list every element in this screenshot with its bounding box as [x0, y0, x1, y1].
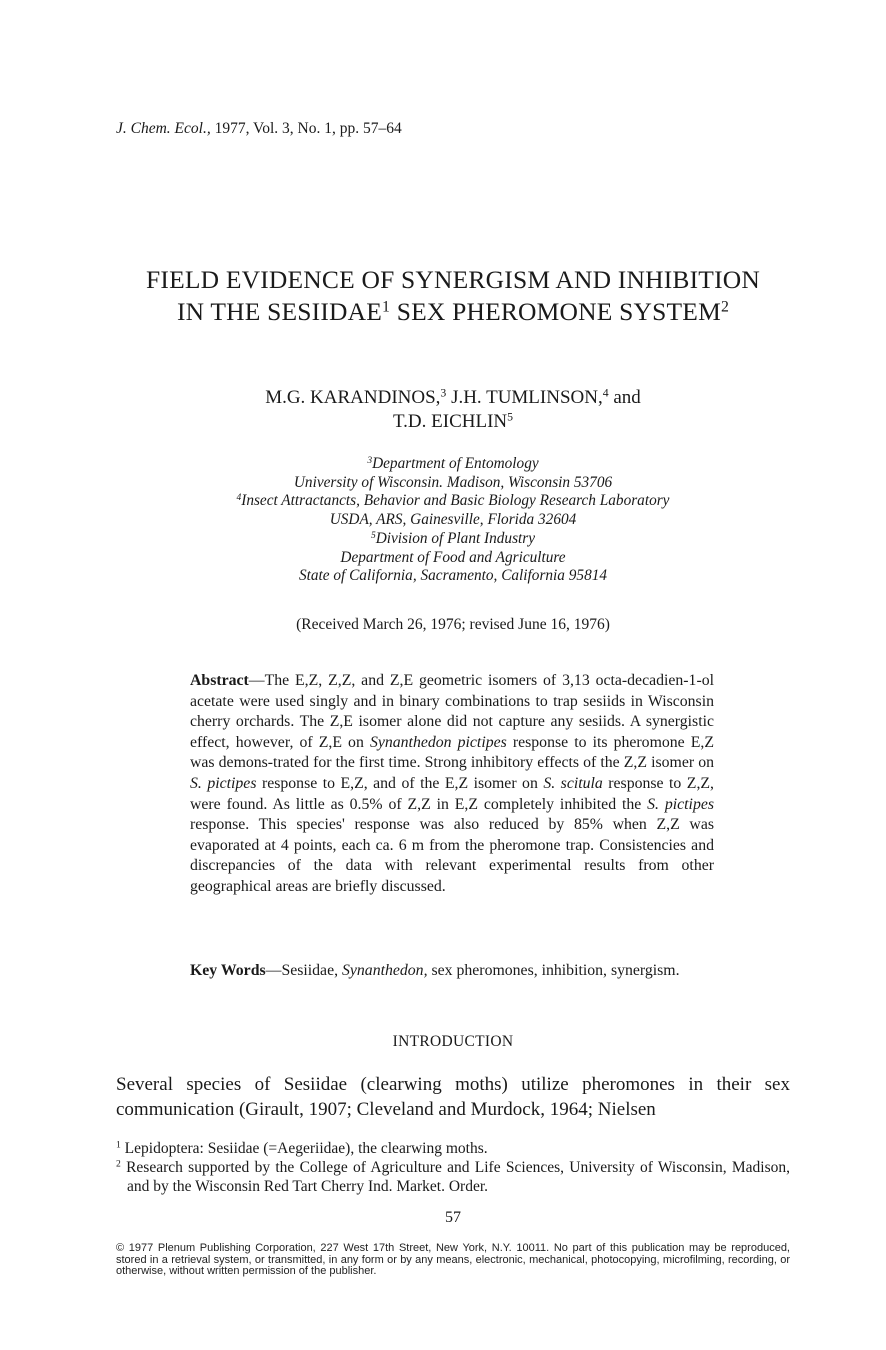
abstract-species-4: S. pictipes	[647, 795, 714, 813]
abstract-species-2: S. pictipes	[190, 774, 257, 792]
affiliation-3-line-2: University of Wisconsin. Madison, Wisconsin 53706	[293, 473, 613, 491]
authors-and: and	[608, 387, 641, 408]
received-dates: (Received March 26, 1976; revised June 16, 1976)	[296, 616, 610, 633]
affiliations	[60, 455, 846, 586]
abstract-text-3: response to E,Z, and of the E,Z isomer on	[256, 774, 544, 792]
footnote-1	[116, 1139, 790, 1158]
footnote-1-marker: 1	[116, 1139, 121, 1151]
abstract-text-2: response to its pheromone E,Z was demons-trated for the first time. Strong inhibitory effects of the Z,Z isomer on	[190, 733, 715, 772]
author-karandinos: M.G. KARANDINOS,	[265, 387, 441, 408]
footnote-2-text: Research supported by the College of Agriculture and Life Sciences, University of Wisconsin, Madison, and by the Wisconsin Red Tart Cherry Ind. Market. Order.	[120, 1159, 790, 1195]
key-words-text-2: sex pheromones, inhibition, synergism.	[427, 962, 680, 979]
author-ref-4: 4	[602, 386, 609, 400]
intro-paragraph: Several species of Sesiidae (clearwing moths) utilize pheromones in their sex communication (Girault, 1907; Cleveland and Murdock, 1964; Nielsen	[116, 1074, 790, 1120]
title-part-b: SEX PHEROMONE SYSTEM	[390, 297, 721, 326]
footnotes	[116, 1139, 790, 1196]
affiliation-5-line-3: State of California, Sacramento, California 95814	[298, 567, 608, 585]
title-line-2	[60, 296, 846, 328]
authors-line-1	[60, 386, 846, 410]
affiliation-5-line-1	[60, 530, 846, 549]
abstract-species-3: S. scitula	[543, 774, 603, 792]
section-heading-introduction: INTRODUCTION	[392, 1033, 514, 1050]
key-words-genus: Synanthedon,	[341, 962, 428, 979]
footnote-2-marker: 2	[116, 1158, 121, 1170]
key-words-label: Key Words	[190, 962, 266, 979]
title-line-1: FIELD EVIDENCE OF SYNERGISM AND INHIBITION	[146, 265, 760, 294]
affil-ref-5: 5	[370, 530, 376, 541]
affil-4-lab: Insect Attractancts, Behavior and Basic Biology Research Laboratory	[241, 492, 670, 510]
journal-citation	[116, 120, 402, 138]
abstract-text-5: response. This species' response was also reduced by 85% when Z,Z was evaporated at 4 points, each ca. 6 m from the pheromone trap. Consistencies and discrepancies of the data with relevant experimental results from other geographical areas are briefly discussed.	[190, 816, 714, 895]
authors-line-2	[60, 410, 846, 434]
author-tumlinson: J.H. TUMLINSON,	[446, 387, 603, 408]
affil-ref-3: 3	[367, 455, 373, 466]
affiliation-5-line-2: Department of Food and Agriculture	[340, 548, 566, 566]
title-footnote-ref-2: 2	[720, 298, 730, 316]
authors	[60, 386, 846, 434]
abstract-species-1: Synanthedon pictipes	[369, 733, 507, 751]
title-part-a: IN THE SESIIDAE	[176, 297, 383, 326]
copyright-notice: © 1977 Plenum Publishing Corporation, 227 West 17th Street, New York, N.Y. 10011. No part of this publication may be reproduced, stored in a retrieval system, or transmitted, in any form or by any means, electronic, mechanical, photocopying, microfilming, recording, or otherwise, without written permission of the publisher.	[116, 1242, 790, 1277]
abstract-label: Abstract	[190, 672, 249, 689]
footnote-1-text: Lepidoptera: Sesiidae (=Aegeriidae), the clearwing moths.	[120, 1140, 488, 1157]
abstract-text-1: —The E,Z, Z,Z, and Z,E geometric isomers of 3,13 octa-decadien-1-ol acetate were used singly and in binary combinations to trap sesiids in Wisconsin cherry orchards. The Z,E isomer alone did not capture any sesiids. A synergistic effect, however, of Z,E on	[190, 672, 714, 751]
title-footnote-ref-1: 1	[382, 298, 391, 316]
journal-name: J. Chem. Ecol.,	[116, 120, 211, 137]
affil-5-division: Division of Plant Industry	[375, 529, 536, 547]
affiliation-4-line-1	[60, 492, 846, 511]
abstract	[190, 671, 714, 898]
page-number: 57	[445, 1209, 461, 1226]
paper-title	[60, 264, 846, 328]
key-words	[190, 961, 714, 982]
key-words-text-1: —Sesiidae,	[265, 962, 342, 979]
journal-details: 1977, Vol. 3, No. 1, pp. 57–64	[214, 120, 402, 137]
affiliation-3-line-1	[60, 455, 846, 474]
affil-3-dept: Department of Entomology	[372, 455, 539, 472]
footnote-2	[116, 1158, 790, 1196]
author-eichlin: T.D. EICHLIN	[392, 411, 508, 432]
author-ref-3: 3	[440, 386, 447, 400]
author-ref-5: 5	[507, 410, 514, 424]
abstract-text-4: response to Z,Z, were found. As little as 0.5% of Z,Z in E,Z completely inhibited the	[190, 774, 714, 813]
affiliation-4-line-2: USDA, ARS, Gainesville, Florida 32604	[329, 511, 577, 529]
affil-ref-4: 4	[236, 493, 242, 504]
